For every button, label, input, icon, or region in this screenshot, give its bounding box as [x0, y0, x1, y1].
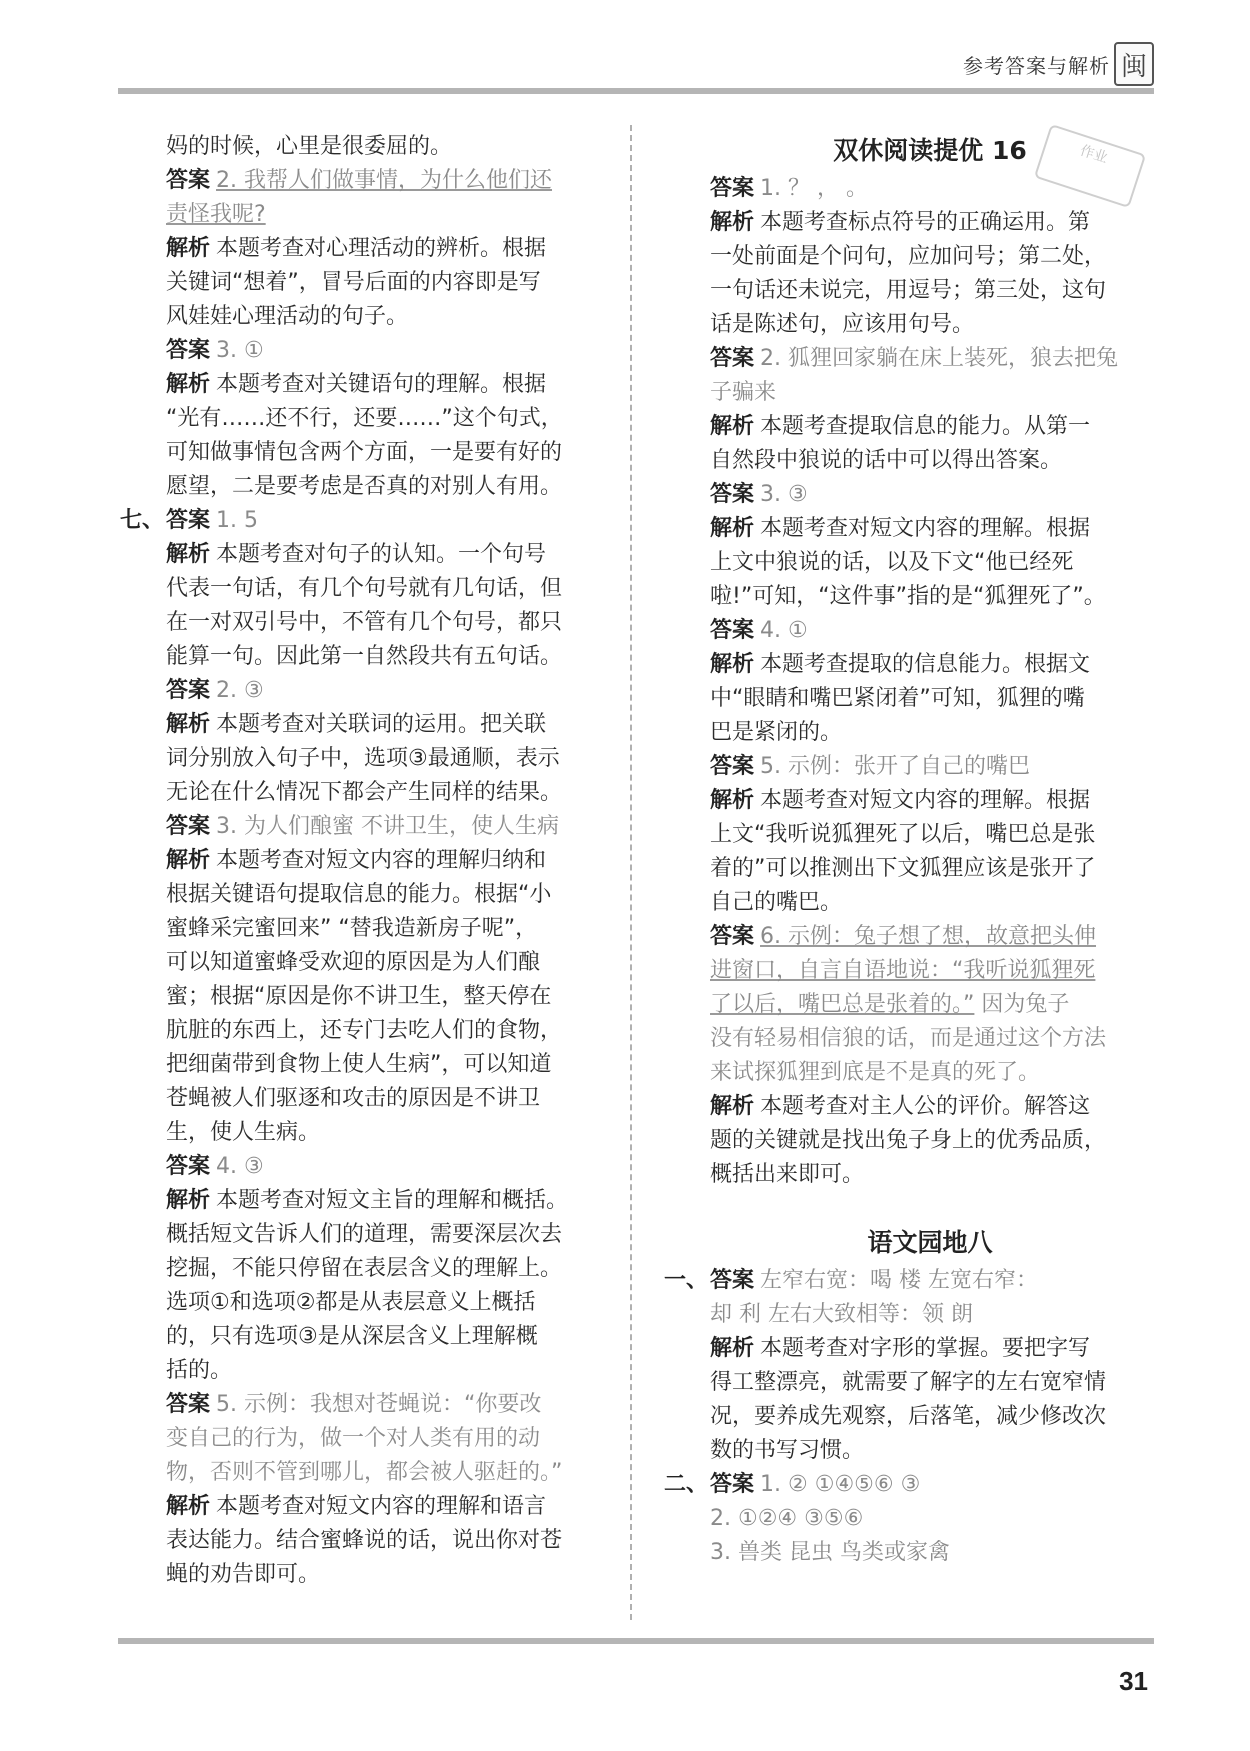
analysis-line: 解析 本题考查提取的信息能力。根据文: [710, 652, 1091, 677]
analysis-line: 解析 本题考查对字形的掌握。要把字写: [710, 1336, 1091, 1361]
text-line: “光有……还不行，还要……”这个句式，: [166, 406, 563, 431]
column-divider: [630, 125, 632, 1620]
left-column: [120, 130, 610, 1592]
section-title: 双休阅读提优 16: [833, 136, 1027, 165]
text-line: 肮脏的东西上，还专门去吃人们的食物，: [166, 1018, 563, 1043]
text-line: 可知做事情包含两个方面，一是要有好的: [166, 440, 563, 465]
section-number: 二、: [664, 1472, 709, 1497]
analysis-line: 解析 本题考查对句子的认知。一个句号: [166, 542, 547, 567]
answer-line: 答案 2. 我帮人们做事情，为什么他们还: [166, 168, 553, 193]
answer-line: 二、答案 1. ② ①④⑤⑥ ③: [664, 1468, 1150, 1502]
text-line: 词分别放入句子中，选项③最通顺，表示: [166, 746, 560, 771]
answer-line: 答案 3. ①: [166, 338, 264, 363]
answer-line: 答案 5. 示例：张开了自己的嘴巴: [710, 754, 1030, 779]
text-line: 括的。: [166, 1358, 233, 1383]
answer-line: 答案 6. 示例：兔子想了想，故意把头伸: [710, 924, 1097, 949]
section-number: 一、: [664, 1268, 709, 1293]
answer-line: 一、答案 左窄右宽：喝 楼 左宽右窄：: [664, 1264, 1150, 1298]
text-line: 一句话还未说完，用逗号；第三处，这句: [710, 278, 1107, 303]
text-line: 着的”可以推测出下文狐狸应该是张开了: [710, 856, 1096, 881]
answer-line: 七、答案 1. 5: [120, 504, 610, 538]
text-line: 关键词“想着”，冒号后面的内容即是写: [166, 270, 541, 295]
analysis-line: 解析 本题考查对主人公的评价。解答这: [710, 1094, 1091, 1119]
text-line: 愿望，二是要考虑是否真的对别人有用。: [166, 474, 563, 499]
text-line: 上文“我听说狐狸死了以后，嘴巴总是张: [710, 822, 1096, 847]
text-line: 表达能力。结合蜜蜂说的话，说出你对苍: [166, 1528, 563, 1553]
text-line: 题的关键就是找出兔子身上的优秀品质，: [710, 1128, 1107, 1153]
answer-line: 答案 3. 为人们酿蜜 不讲卫生，使人生病: [166, 814, 559, 839]
text-line: 蜜蜂采完蜜回来” “替我造新房子呢”，: [166, 916, 538, 941]
analysis-line: 解析 本题考查对短文主旨的理解和概括。: [166, 1188, 569, 1213]
text-line: 上文中狼说的话，以及下文“他已经死: [710, 550, 1074, 575]
answer-line: 3. 兽类 昆虫 鸟类或家禽: [710, 1540, 950, 1565]
analysis-line: 解析 本题考查对关键语句的理解。根据: [166, 372, 547, 397]
text-line: 生，使人生病。: [166, 1120, 321, 1145]
answer-line: 答案 3. ③: [710, 482, 808, 507]
text-line: 数的书写习惯。: [710, 1438, 865, 1463]
text-line: 苍蝇被人们驱逐和攻击的原因是不讲卫: [166, 1086, 541, 1111]
text-line: 话是陈述句，应该用句号。: [710, 312, 975, 337]
answer-line: 答案 4. ①: [710, 618, 808, 643]
analysis-line: 解析 本题考查标点符号的正确运用。第: [710, 210, 1091, 235]
stamp-watermark: 作业: [1034, 124, 1146, 208]
answer-line: 答案 5. 示例：我想对苍蝇说：“你要改: [166, 1392, 542, 1417]
text-line: 概括短文告诉人们的道理，需要深层次去: [166, 1222, 563, 1247]
text-line: 无论在什么情况下都会产生同样的结果。: [166, 780, 563, 805]
text-line: 自然段中狼说的话中可以得出答案。: [710, 448, 1063, 473]
analysis-line: 解析 本题考查提取信息的能力。从第一: [710, 414, 1091, 439]
text-line: 代表一句话，有几个句号就有几句话，但: [166, 576, 563, 601]
text-line: 蜜；根据“原因是你不讲卫生，整天停在: [166, 984, 552, 1009]
page-number: 31: [1119, 1666, 1148, 1696]
text-line: 可以知道蜜蜂受欢迎的原因是为人们酿: [166, 950, 541, 975]
answer-line: 答案 2. 狐狸回家躺在床上装死，狼去把兔: [710, 346, 1119, 371]
answer-line: 子骗来: [710, 380, 777, 405]
right-column: [664, 130, 1150, 1570]
section-number: 七、: [120, 508, 165, 533]
text-line: 况，要养成先观察，后落笔，减少修改次: [710, 1404, 1107, 1429]
analysis-line: 解析 本题考查对心理活动的辨析。根据: [166, 236, 547, 261]
text-line: 风娃娃心理活动的句子。: [166, 304, 409, 329]
text-line: 蝇的劝告即可。: [166, 1562, 321, 1587]
analysis-line: 解析 本题考查对短文内容的理解归纳和: [166, 848, 547, 873]
answer-line: 没有轻易相信狼的话，而是通过这个方法: [710, 1026, 1107, 1051]
text-line: 能算一句。因此第一自然段共有五句话。: [166, 644, 563, 669]
text-line: 啦!”可知，“这件事”指的是“狐狸死了”。: [710, 584, 1106, 609]
answer-line: 进窗口，自言自语地说：“我听说狐狸死: [710, 958, 1096, 983]
footer-rule: [118, 1638, 1154, 1644]
analysis-line: 解析 本题考查对短文内容的理解。根据: [710, 516, 1091, 541]
answer-line: 变自己的行为，做一个对人类有用的动: [166, 1426, 541, 1451]
answer-line: 答案 2. ③: [166, 678, 264, 703]
answer-line: 了以后，嘴巴总是张着的。” 因为兔子: [710, 992, 1070, 1017]
section-gap: [710, 1192, 1150, 1222]
text-line: 选项①和选项②都是从表层意义上概括: [166, 1290, 536, 1315]
answer-line: 却 利 左右大致相等：领 朗: [710, 1302, 973, 1327]
text-line: 在一对双引号中，不管有几个句号，都只: [166, 610, 563, 635]
text-line: 得工整漂亮，就需要了解字的左右宽窄情: [710, 1370, 1107, 1395]
header-title: 参考答案与解析: [963, 54, 1110, 78]
answer-line: 来试探狐狸到底是不是真的死了。: [710, 1060, 1041, 1085]
answer-line: 物，否则不管到哪儿，都会被人驱赶的。”: [166, 1460, 563, 1485]
analysis-line: 解析 本题考查对关联词的运用。把关联: [166, 712, 547, 737]
text-line: 把细菌带到食物上使人生病”，可以知道: [166, 1052, 552, 1077]
text-line: 自己的嘴巴。: [710, 890, 843, 915]
text-line: 的，只有选项③是从深层含义上理解概: [166, 1324, 538, 1349]
answer-line: 2. ①②④ ③⑤⑥: [710, 1506, 864, 1531]
answer-line: 责怪我呢?: [166, 202, 266, 227]
text-line: 概括出来即可。: [710, 1162, 865, 1187]
text-line: 挖掘，不能只停留在表层含义的理解上。: [166, 1256, 563, 1281]
text-line: 妈的时候，心里是很委屈的。: [166, 134, 453, 159]
region-badge: 闽: [1114, 42, 1154, 86]
header-rule: [118, 88, 1154, 94]
analysis-line: 解析 本题考查对短文内容的理解和语言: [166, 1494, 547, 1519]
answer-line: 答案 1. ？ ， 。: [710, 176, 868, 201]
answer-line: 答案 4. ③: [166, 1154, 264, 1179]
section-title: 语文园地八: [867, 1228, 993, 1257]
text-line: 根据关键语句提取信息的能力。根据“小: [166, 882, 552, 907]
text-line: 中“眼睛和嘴巴紧闭着”可知，狐狸的嘴: [710, 686, 1085, 711]
analysis-line: 解析 本题考查对短文内容的理解。根据: [710, 788, 1091, 813]
text-line: 巴是紧闭的。: [710, 720, 843, 745]
text-line: 一处前面是个问句，应加问号；第二处，: [710, 244, 1107, 269]
